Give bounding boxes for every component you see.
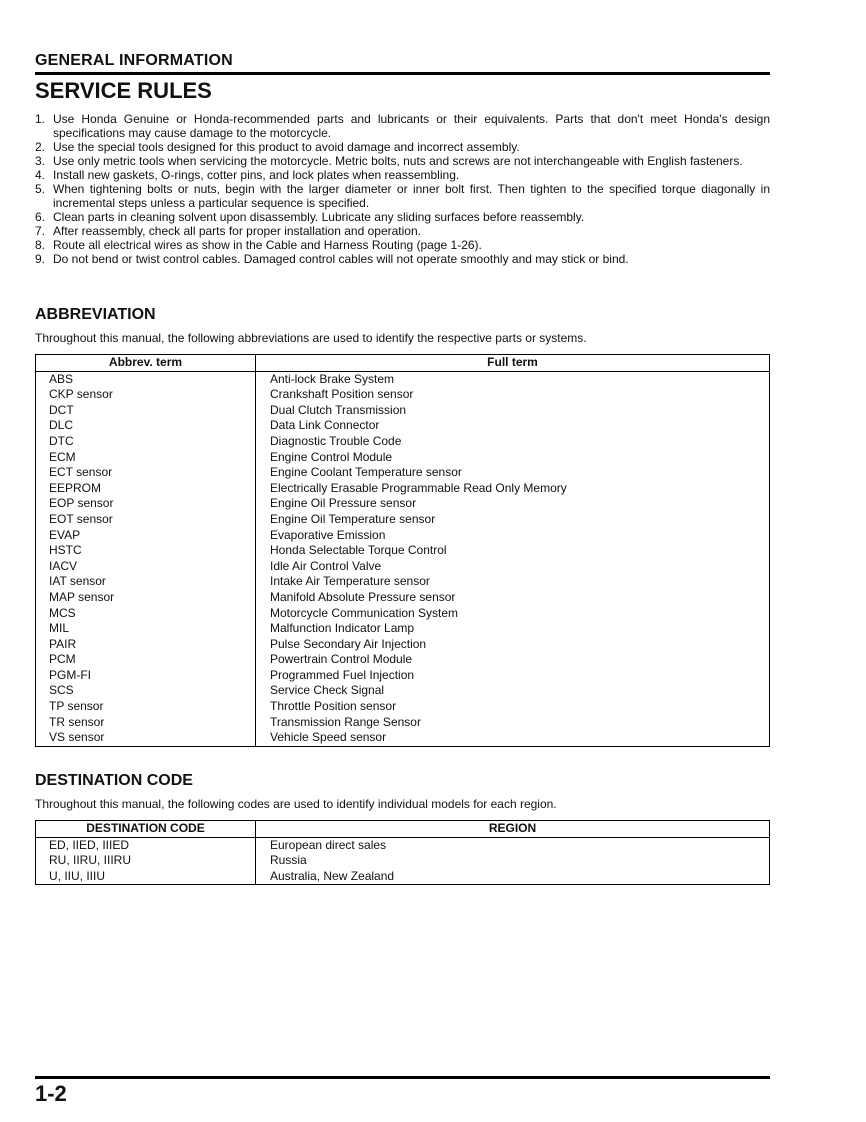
- service-rule-text: Use the special tools designed for this product to avoid damage and incorrect assembly.: [53, 140, 520, 154]
- destination-row: [36, 837, 770, 853]
- destination-table-header: [36, 821, 770, 838]
- abbreviation-cell-value: Intake Air Temperature sensor: [256, 574, 770, 590]
- abbreviation-cell-value: Crankshaft Position sensor: [256, 387, 770, 403]
- abbreviation-cell-value: Programmed Fuel Injection: [256, 668, 770, 684]
- abbreviation-cell-code: CKP sensor: [36, 387, 256, 403]
- destination-cell-code: U, IIU, IIIU: [36, 869, 256, 885]
- destination-header-code: DESTINATION CODE: [36, 821, 256, 838]
- abbreviation-cell-code: IACV: [36, 559, 256, 575]
- abbreviation-row: [36, 730, 770, 746]
- service-rule-item: [35, 168, 770, 182]
- abbreviation-row: [36, 621, 770, 637]
- service-rule-item: [35, 112, 770, 140]
- service-rule-number: 5.: [35, 182, 46, 196]
- destination-cell-value: European direct sales: [256, 837, 770, 853]
- abbreviation-cell-code: MIL: [36, 621, 256, 637]
- abbreviation-cell-code: MAP sensor: [36, 590, 256, 606]
- service-rule-item: [35, 238, 770, 252]
- abbreviation-row: [36, 683, 770, 699]
- abbreviation-title: ABBREVIATION: [35, 306, 156, 323]
- service-rule-text: Route all electrical wires as show in the Cable and Harness Routing (page 1-26).: [53, 238, 482, 252]
- abbreviation-row: [36, 637, 770, 653]
- abbreviation-cell-value: Idle Air Control Valve: [256, 559, 770, 575]
- abbreviation-cell-value: Electrically Erasable Programmable Read Only Memory: [256, 481, 770, 497]
- abbreviation-table-header: [36, 355, 770, 372]
- abbreviation-cell-value: Service Check Signal: [256, 683, 770, 699]
- abbreviation-cell-value: Transmission Range Sensor: [256, 715, 770, 731]
- service-rule-text: After reassembly, check all parts for proper installation and operation.: [53, 224, 421, 238]
- abbreviation-cell-value: Anti-lock Brake System: [256, 371, 770, 387]
- service-rules-title: SERVICE RULES: [35, 78, 212, 103]
- abbreviation-cell-value: Evaporative Emission: [256, 528, 770, 544]
- service-rule-number: 2.: [35, 140, 46, 154]
- abbreviation-cell-code: ECT sensor: [36, 465, 256, 481]
- abbreviation-cell-code: ECM: [36, 450, 256, 466]
- service-rule-item: [35, 140, 770, 154]
- abbreviation-cell-code: PGM-FI: [36, 668, 256, 684]
- abbreviation-cell-code: EOT sensor: [36, 512, 256, 528]
- abbreviation-cell-code: TP sensor: [36, 699, 256, 715]
- service-rules-list: [35, 112, 770, 266]
- abbreviation-row: [36, 418, 770, 434]
- abbreviation-cell-code: SCS: [36, 683, 256, 699]
- destination-row: [36, 853, 770, 869]
- abbreviation-cell-value: Diagnostic Trouble Code: [256, 434, 770, 450]
- header-title: GENERAL INFORMATION: [35, 52, 233, 69]
- abbreviation-row: [36, 543, 770, 559]
- abbreviation-cell-code: EOP sensor: [36, 496, 256, 512]
- abbreviation-cell-value: Engine Oil Temperature sensor: [256, 512, 770, 528]
- abbreviation-cell-value: Honda Selectable Torque Control: [256, 543, 770, 559]
- destination-header-region: REGION: [256, 821, 770, 838]
- abbreviation-row: [36, 559, 770, 575]
- abbreviation-row: [36, 715, 770, 731]
- abbreviation-cell-code: EEPROM: [36, 481, 256, 497]
- abbreviation-cell-value: Engine Oil Pressure sensor: [256, 496, 770, 512]
- abbreviation-row: [36, 606, 770, 622]
- service-rule-number: 3.: [35, 154, 46, 168]
- abbreviation-row: [36, 590, 770, 606]
- abbreviation-row: [36, 371, 770, 387]
- service-rule-text: Clean parts in cleaning solvent upon disassembly. Lubricate any sliding surfaces before reassembly.: [53, 210, 585, 224]
- abbreviation-cell-value: Motorcycle Communication System: [256, 606, 770, 622]
- abbreviation-header-full: Full term: [256, 355, 770, 372]
- abbreviation-cell-value: Pulse Secondary Air Injection: [256, 637, 770, 653]
- service-rule-number: 9.: [35, 252, 46, 266]
- abbreviation-cell-value: Powertrain Control Module: [256, 652, 770, 668]
- destination-title: DESTINATION CODE: [35, 772, 193, 789]
- abbreviation-row: [36, 652, 770, 668]
- page-number: 1-2: [35, 1081, 67, 1106]
- service-rule-item: [35, 182, 770, 210]
- abbreviation-cell-code: HSTC: [36, 543, 256, 559]
- abbreviation-cell-code: IAT sensor: [36, 574, 256, 590]
- destination-table: [35, 820, 770, 885]
- abbreviation-row: [36, 496, 770, 512]
- abbreviation-cell-code: ABS: [36, 371, 256, 387]
- abbreviation-row: [36, 450, 770, 466]
- abbreviation-row: [36, 668, 770, 684]
- abbreviation-cell-value: Vehicle Speed sensor: [256, 730, 770, 746]
- abbreviation-cell-value: Engine Coolant Temperature sensor: [256, 465, 770, 481]
- destination-cell-value: Russia: [256, 853, 770, 869]
- abbreviation-row: [36, 574, 770, 590]
- service-rule-item: [35, 224, 770, 238]
- abbreviation-cell-code: MCS: [36, 606, 256, 622]
- abbreviation-row: [36, 465, 770, 481]
- abbreviation-cell-value: Dual Clutch Transmission: [256, 403, 770, 419]
- abbreviation-cell-value: Engine Control Module: [256, 450, 770, 466]
- abbreviation-row: [36, 512, 770, 528]
- abbreviation-cell-code: DTC: [36, 434, 256, 450]
- footer-rule: [35, 1076, 770, 1079]
- abbreviation-cell-code: DCT: [36, 403, 256, 419]
- abbreviation-cell-code: PAIR: [36, 637, 256, 653]
- abbreviation-cell-code: TR sensor: [36, 715, 256, 731]
- abbreviation-cell-value: Data Link Connector: [256, 418, 770, 434]
- destination-intro: Throughout this manual, the following codes are used to identify individual models for each region.: [35, 797, 557, 811]
- abbreviation-intro: Throughout this manual, the following abbreviations are used to identify the respective parts or systems.: [35, 331, 587, 345]
- abbreviation-header-term: Abbrev. term: [36, 355, 256, 372]
- abbreviation-row: [36, 387, 770, 403]
- abbreviation-table: [35, 354, 770, 747]
- abbreviation-row: [36, 699, 770, 715]
- service-rule-text: When tightening bolts or nuts, begin with the larger diameter or inner bolt first. Then tighten to the specified torque diagonally in incremental steps unless a particular sequence is specified.: [53, 182, 770, 210]
- service-rule-text: Install new gaskets, O-rings, cotter pins, and lock plates when reassembling.: [53, 168, 460, 182]
- destination-cell-value: Australia, New Zealand: [256, 869, 770, 885]
- service-rule-number: 8.: [35, 238, 46, 252]
- service-rule-text: Do not bend or twist control cables. Damaged control cables will not operate smoothly and may stick or bind.: [53, 252, 629, 266]
- destination-cell-code: RU, IIRU, IIIRU: [36, 853, 256, 869]
- abbreviation-cell-code: VS sensor: [36, 730, 256, 746]
- service-rule-item: [35, 252, 770, 266]
- abbreviation-cell-code: DLC: [36, 418, 256, 434]
- abbreviation-cell-code: EVAP: [36, 528, 256, 544]
- header-rule: [35, 72, 770, 75]
- abbreviation-row: [36, 434, 770, 450]
- service-rule-number: 6.: [35, 210, 46, 224]
- abbreviation-row: [36, 481, 770, 497]
- abbreviation-cell-code: PCM: [36, 652, 256, 668]
- service-rule-text: Use only metric tools when servicing the motorcycle. Metric bolts, nuts and screws are not interchangeable with English fasteners.: [53, 154, 743, 168]
- abbreviation-cell-value: Throttle Position sensor: [256, 699, 770, 715]
- service-rule-text: Use Honda Genuine or Honda-recommended parts and lubricants or their equivalents. Parts that don't meet Honda's design specifications may cause damage to the motorcycle.: [53, 112, 770, 140]
- abbreviation-row: [36, 403, 770, 419]
- service-rule-number: 7.: [35, 224, 46, 238]
- abbreviation-cell-value: Manifold Absolute Pressure sensor: [256, 590, 770, 606]
- destination-row: [36, 869, 770, 885]
- service-rule-number: 1.: [35, 112, 46, 126]
- service-rule-item: [35, 154, 770, 168]
- service-rule-number: 4.: [35, 168, 46, 182]
- service-rule-item: [35, 210, 770, 224]
- destination-cell-code: ED, IIED, IIIED: [36, 837, 256, 853]
- abbreviation-cell-value: Malfunction Indicator Lamp: [256, 621, 770, 637]
- abbreviation-row: [36, 528, 770, 544]
